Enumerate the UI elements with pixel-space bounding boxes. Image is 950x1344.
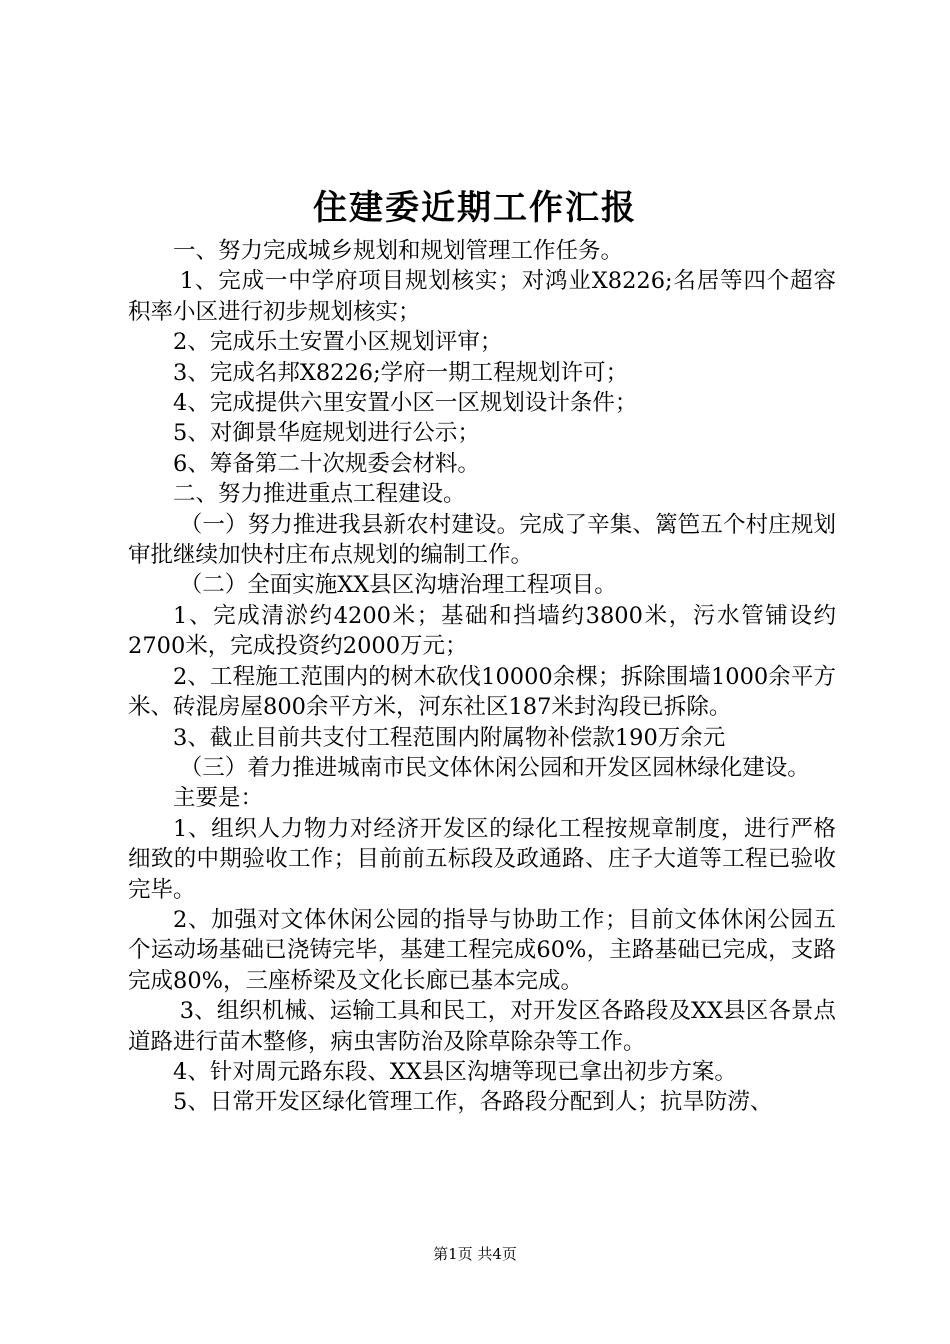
paragraph: （一）努力推进我县新农村建设。完成了辛集、篱笆五个村庄规划审批继续加快村庄布点规划的编制工作。 (128, 511, 836, 569)
paragraph: 3、组织机械、运输工具和民工，对开发区各路段及XX县区各景点道路进行苗木整修，病虫害防治及除草除杂等工作。 (128, 998, 836, 1055)
paragraph: 4、针对周元路东段、XX县区沟塘等现已拿出初步方案。 (173, 1058, 737, 1085)
page-footer: 第1页 共4页 (433, 1245, 517, 1263)
document-title: 住建委近期工作汇报 (313, 188, 637, 228)
paragraph: 主要是： (173, 785, 264, 812)
paragraph: 5、对御景华庭规划进行公示； (173, 420, 480, 447)
paragraph: 1、完成清淤约4200米；基础和挡墙约3800米，污水管铺设约2700米，完成投资约2000万元； (128, 602, 836, 660)
paragraph: （三）着力推进城南市民文体休闲公园和开发区园林绿化建设。 (179, 754, 810, 781)
paragraph: 3、截止目前共支付工程范围内附属物补偿款190万余元 (173, 724, 726, 751)
document-body (128, 236, 836, 1118)
paragraph: 一、努力完成城乡规划和规划管理工作任务。 (173, 238, 624, 264)
paragraph: 3、完成名邦X8226;学府一期工程规划许可； (173, 359, 629, 386)
paragraph: 4、完成提供六里安置小区一区规划设计条件； (173, 390, 638, 417)
paragraph: 1、组织人力物力对经济开发区的绿化工程按规章制度，进行严格细致的中期验收工作；目前前五标段及政通路、庄子大道等工程已验收完毕。 (128, 815, 836, 903)
paragraph: 5、日常开发区绿化管理工作，各路段分配到人；抗旱防涝、 (173, 1089, 773, 1116)
paragraph: 2、加强对文体休闲公园的指导与协助工作；目前文体休闲公园五个运动场基础已浇铸完毕，基建工程完成60%，主路基础已完成，支路完成80%，三座桥梁及文化长廊已基本完成。 (128, 906, 836, 994)
paragraph: 1、完成一中学府项目规划核实；对鸿业X8226;名居等四个超容积率小区进行初步规划核实； (128, 268, 836, 325)
paragraph: 2、完成乐土安置小区规划评审； (173, 329, 503, 356)
paragraph: 2、工程施工范围内的树木砍伐10000余棵；拆除围墙1000余平方米、砖混房屋800余平方米，河东社区187米封沟段已拆除。 (128, 663, 836, 721)
paragraph: （二）全面实施XX县区沟塘治理工程项目。 (179, 572, 617, 599)
paragraph: 6、筹备第二十次规委会材料。 (173, 450, 480, 477)
paragraph: 二、努力推进重点工程建设。 (173, 481, 466, 508)
